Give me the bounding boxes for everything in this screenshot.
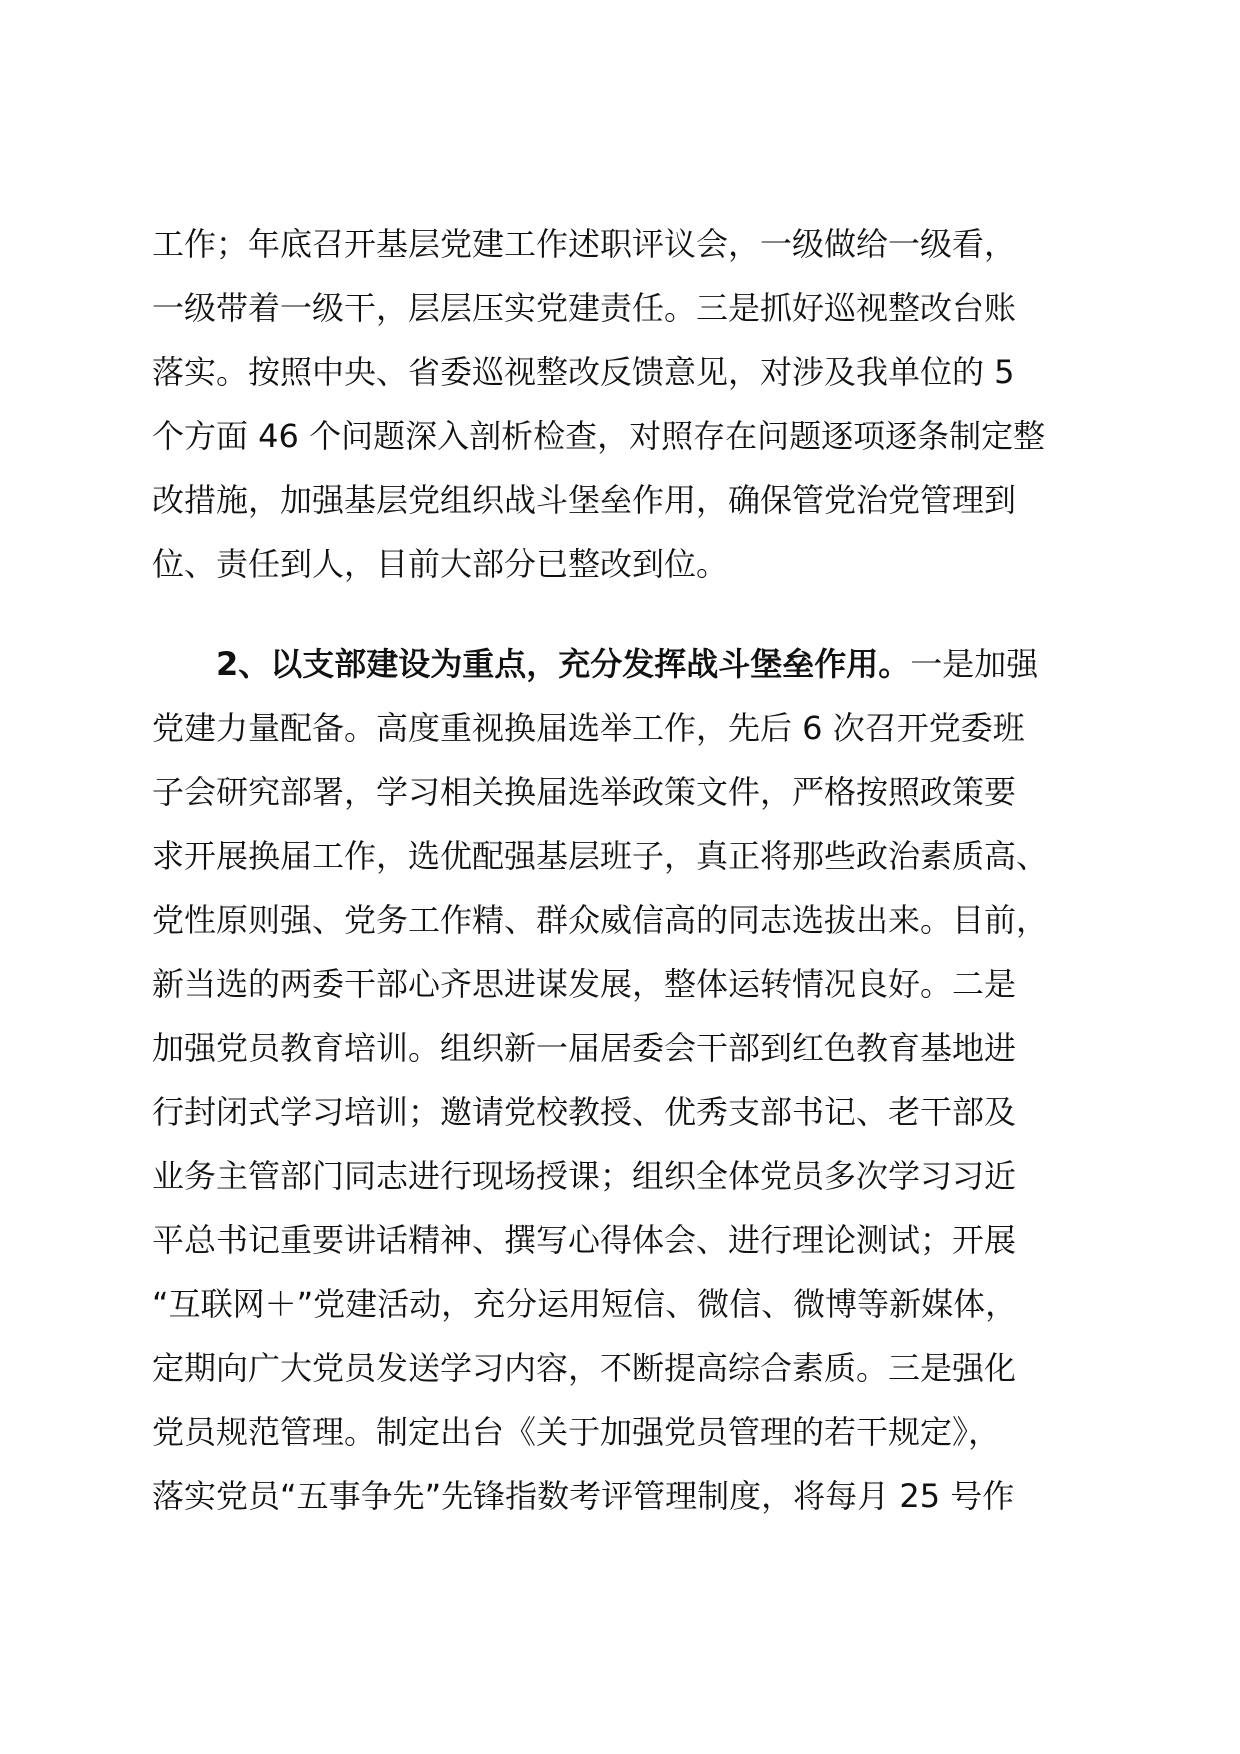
paragraph-line: 平总书记重要讲话精神、撰写心得体会、进行理论测试；开展 [152, 1221, 1017, 1259]
paragraph-line: 工作；年底召开基层党建工作述职评议会，一级做给一级看， [152, 225, 1017, 263]
paragraph-line: 改措施，加强基层党组织战斗堡垒作用，确保管党治党管理到 [152, 481, 1017, 519]
paragraph-line: 子会研究部署，学习相关换届选举政策文件，严格按照政策要 [152, 773, 1017, 811]
section-heading: 2、以支部建设为重点，充分发挥战斗堡垒作用。 [216, 645, 911, 683]
heading-continuation: 一是加强 [910, 645, 1039, 683]
paragraph-line: 位、责任到人，目前大部分已整改到位。 [152, 545, 729, 583]
paragraph-line: “互联网＋”党建活动，充分运用短信、微信、微博等新媒体， [152, 1285, 1018, 1323]
paragraph-line: 求开展换届工作，选优配强基层班子，真正将那些政治素质高、 [152, 837, 1049, 875]
paragraph-1 [152, 212, 1112, 596]
paragraph-line: 业务主管部门同志进行现场授课；组织全体党员多次学习习近 [152, 1157, 1017, 1195]
paragraph-line: 定期向广大党员发送学习内容，不断提高综合素质。三是强化 [152, 1349, 1017, 1387]
paragraph-first-line [152, 632, 1112, 696]
paragraph-line: 党建力量配备。高度重视换届选举工作，先后 6 次召开党委班 [152, 709, 1025, 747]
paragraph-line: 落实党员“五事争先”先锋指数考评管理制度，将每月 25 号作 [152, 1477, 1015, 1515]
paragraph-spacing [152, 596, 1112, 632]
paragraph-line: 个方面 46 个问题深入剖析检查，对照存在问题逐项逐条制定整 [152, 417, 1046, 455]
document-body [152, 212, 1112, 1528]
paragraph-line: 一级带着一级干，层层压实党建责任。三是抓好巡视整改台账 [152, 289, 1017, 327]
paragraph-line: 新当选的两委干部心齐思进谋发展，整体运转情况良好。二是 [152, 965, 1017, 1003]
paragraph-line: 加强党员教育培训。组织新一届居委会干部到红色教育基地进 [152, 1029, 1017, 1067]
paragraph-2 [152, 632, 1112, 1528]
paragraph-line: 落实。按照中央、省委巡视整改反馈意见，对涉及我单位的 5 [152, 353, 1015, 391]
paragraph-line: 党员规范管理。制定出台《关于加强党员管理的若干规定》， [152, 1413, 1001, 1451]
paragraph-line: 行封闭式学习培训；邀请党校教授、优秀支部书记、老干部及 [152, 1093, 1017, 1131]
paragraph-line: 党性原则强、党务工作精、群众威信高的同志选拔出来。目前， [152, 901, 1049, 939]
